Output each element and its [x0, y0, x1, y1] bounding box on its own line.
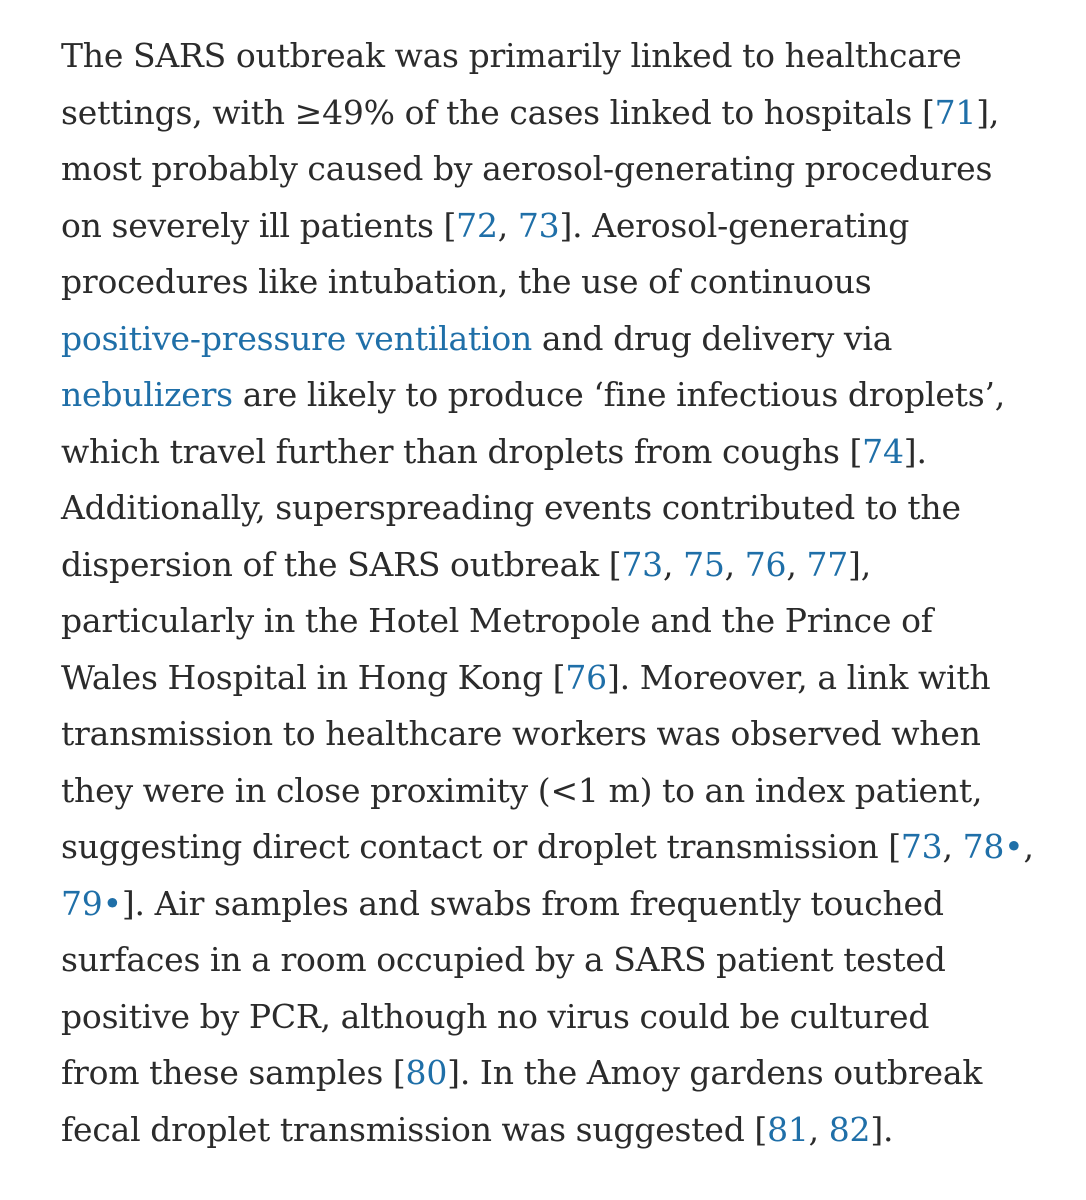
paragraph-line — [61, 311, 1051, 368]
citation-link[interactable]: 71 — [934, 92, 977, 132]
paragraph-line — [61, 763, 1051, 820]
citation-link[interactable]: 78• — [962, 827, 1024, 866]
citation-link[interactable]: 77 — [806, 544, 849, 584]
paragraph-line — [61, 537, 1051, 594]
text-segment: ]. Aerosol-generating — [559, 205, 910, 245]
text-segment: fecal droplet transmission was suggested [ — [61, 1109, 768, 1149]
text-segment: Additionally, superspreading events contributed to the — [61, 488, 961, 527]
text-segment: ]. In the Amoy gardens outbreak — [447, 1053, 983, 1092]
text-segment: dispersion of the SARS outbreak [ — [61, 544, 622, 584]
citation-link[interactable]: 76 — [565, 657, 607, 697]
text-segment: , — [786, 544, 807, 584]
paragraph-line — [61, 367, 1051, 424]
citation-link[interactable]: 74 — [862, 431, 904, 471]
text-segment: on severely ill patients [ — [61, 205, 457, 245]
article-paragraph — [61, 28, 1051, 1158]
text-segment: are likely to produce ‘fine infectious droplets’, — [232, 375, 1006, 414]
text-segment: , — [497, 205, 518, 245]
glossary-term-link[interactable]: positive-pressure ventilation — [61, 318, 533, 358]
citation-link[interactable]: 76 — [744, 544, 787, 584]
glossary-term-link[interactable]: nebulizers — [61, 375, 233, 414]
paragraph-line — [61, 198, 1051, 255]
text-segment: and drug delivery via — [532, 318, 893, 358]
text-segment: ], — [848, 544, 872, 584]
text-segment: , — [1023, 827, 1034, 866]
text-segment: most probably caused by aerosol-generating procedures — [61, 149, 993, 188]
text-segment: The SARS outbreak was primarily linked to healthcare — [61, 36, 962, 75]
text-segment: procedures like intubation, the use of continuous — [61, 262, 872, 301]
paragraph-line — [61, 819, 1051, 876]
text-segment: which travel further than droplets from coughs [ — [61, 431, 863, 471]
text-segment: particularly in the Hotel Metropole and the Prince of — [61, 601, 933, 640]
text-segment: , — [724, 544, 745, 584]
paragraph-line — [61, 876, 1051, 933]
text-segment: surfaces in a room occupied by a SARS patient tested — [61, 940, 946, 979]
paragraph-line — [61, 85, 1051, 142]
paragraph-line — [61, 254, 1051, 311]
citation-link[interactable]: 72 — [456, 205, 498, 245]
text-segment: settings, with ≥49% of the cases linked to hospitals [ — [61, 92, 935, 132]
text-segment: Wales Hospital in Hong Kong [ — [61, 657, 566, 697]
text-segment: , — [942, 827, 963, 866]
paragraph-line — [61, 989, 1051, 1046]
text-segment: from these samples [ — [61, 1053, 406, 1092]
text-segment: they were in close proximity (<1 m) to an index patient, — [61, 770, 983, 810]
text-segment: ], — [976, 92, 1000, 132]
text-segment: ]. Air samples and swabs from frequently touched — [121, 883, 944, 923]
paragraph-line — [61, 932, 1051, 989]
paragraph-line — [61, 141, 1051, 198]
text-segment: suggesting direct contact or droplet transmission [ — [61, 827, 901, 866]
citation-link[interactable]: 79• — [61, 883, 122, 923]
paragraph-line — [61, 650, 1051, 707]
paragraph-line — [61, 593, 1051, 650]
citation-link[interactable]: 82 — [828, 1109, 871, 1149]
text-segment: ]. Moreover, a link with — [606, 657, 991, 697]
paragraph-line — [61, 1102, 1051, 1159]
text-segment: , — [808, 1109, 829, 1149]
paragraph-line — [61, 28, 1051, 85]
citation-link[interactable]: 73 — [621, 544, 663, 584]
text-segment: positive by PCR, although no virus could be cultured — [61, 996, 930, 1036]
citation-link[interactable]: 73 — [900, 827, 943, 866]
text-segment: transmission to healthcare workers was observed when — [61, 714, 981, 753]
paragraph-line — [61, 480, 1051, 537]
paragraph-line — [61, 706, 1051, 763]
text-segment: ]. — [870, 1109, 894, 1149]
paragraph-line — [61, 1045, 1051, 1102]
paragraph-line — [61, 424, 1051, 481]
text-segment: ]. — [903, 431, 927, 471]
citation-link[interactable]: 73 — [517, 205, 560, 245]
citation-link[interactable]: 80 — [405, 1053, 448, 1092]
citation-link[interactable]: 75 — [683, 544, 725, 584]
citation-link[interactable]: 81 — [767, 1109, 809, 1149]
text-segment: , — [662, 544, 684, 584]
